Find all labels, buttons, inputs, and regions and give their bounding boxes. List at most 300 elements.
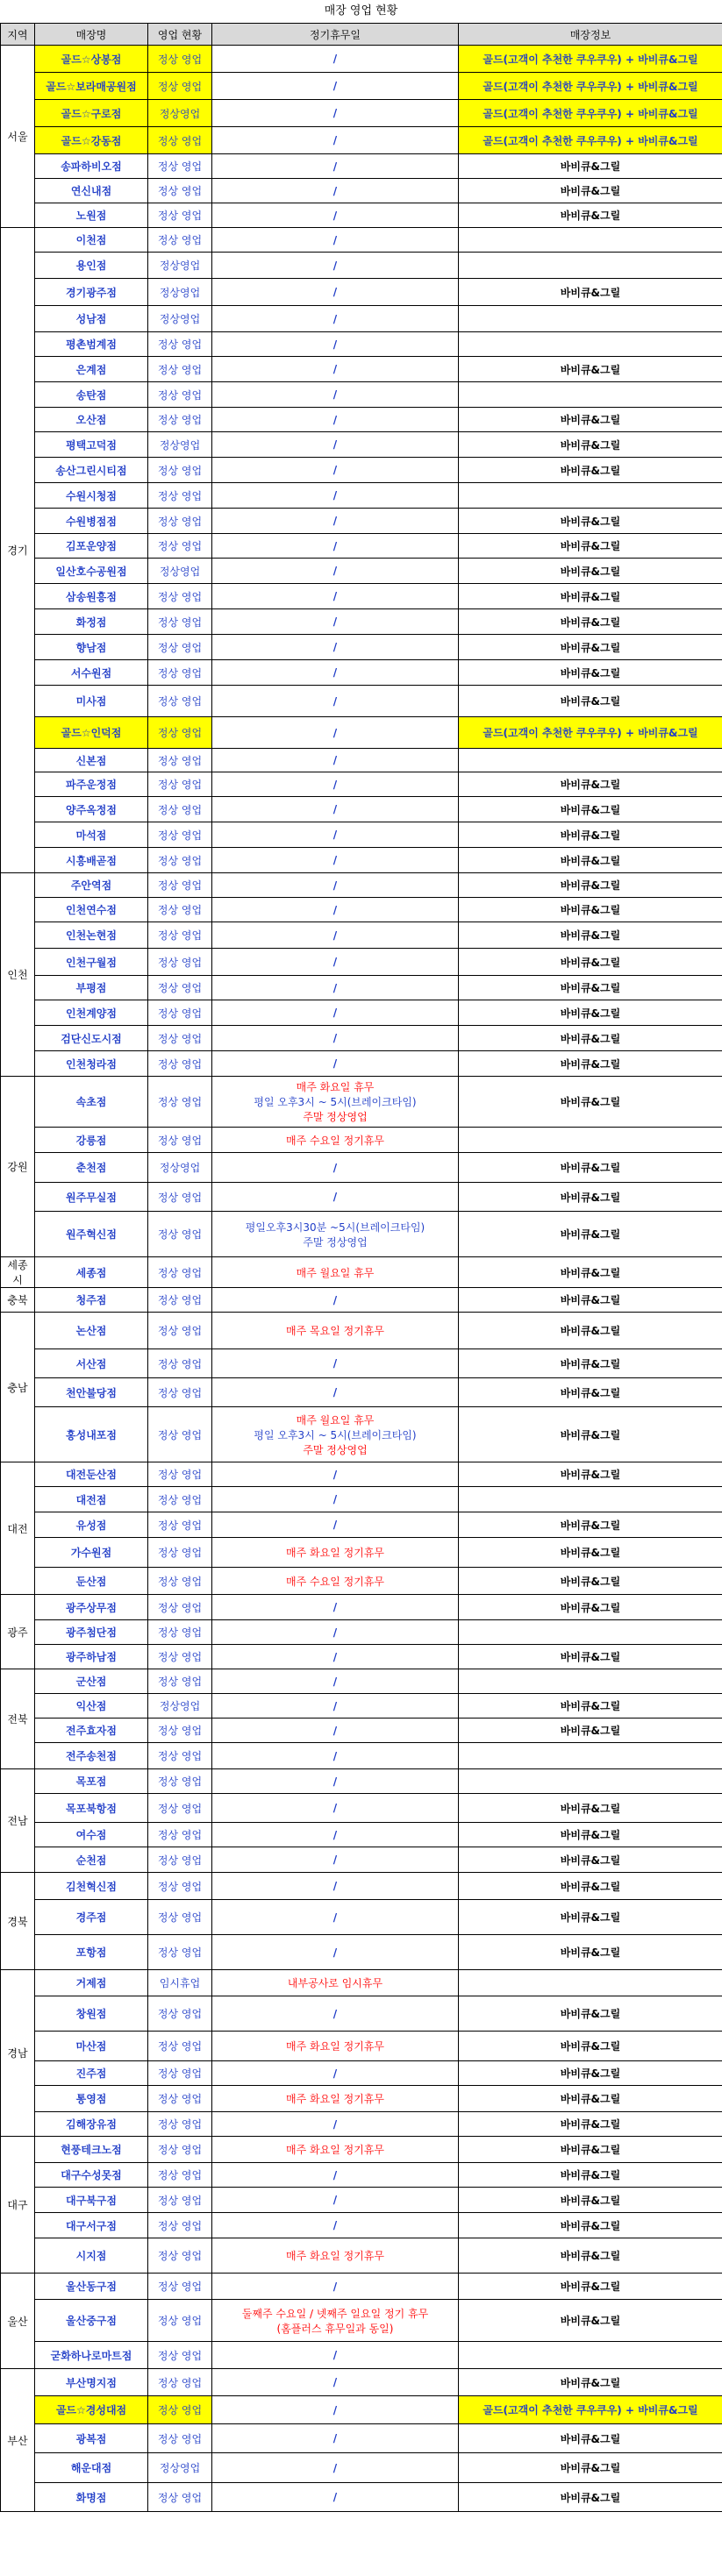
store-info: 바비큐&그릴 [459, 1349, 722, 1378]
table-row [1, 357, 722, 382]
store-info: 바비큐&그릴 [459, 873, 722, 898]
store-name: 골드☆보라매공원점 [35, 73, 148, 100]
store-holiday: / [212, 898, 459, 922]
table-row [1, 609, 722, 635]
store-status: 정상 영업 [148, 1462, 212, 1487]
store-info [459, 228, 722, 253]
store-status: 정상영업 [148, 1153, 212, 1183]
store-holiday [212, 2137, 459, 2163]
store-name: 골드☆강동점 [35, 127, 148, 154]
store-holiday: / [212, 1645, 459, 1669]
region-cell: 경기 [1, 228, 35, 873]
store-holiday: / [212, 1620, 459, 1645]
store-holiday: / [212, 2453, 459, 2483]
store-info: 골드(고객이 추천한 쿠우쿠우) + 바비큐&그릴 [459, 717, 722, 749]
store-status: 정상 영업 [148, 408, 212, 432]
store-name: 인천구월점 [35, 949, 148, 976]
table-row [1, 1935, 722, 1970]
store-info [459, 1769, 722, 1794]
store-status: 정상 영업 [148, 1873, 212, 1900]
store-info [459, 1743, 722, 1769]
table-row [1, 1487, 722, 1512]
table-row [1, 1313, 722, 1349]
store-name: 이천점 [35, 228, 148, 253]
table-row [1, 976, 722, 1000]
store-status: 정상 영업 [148, 1183, 212, 1212]
table-row [1, 382, 722, 408]
table-row [1, 1794, 722, 1823]
store-name: 마산점 [35, 2032, 148, 2061]
store-info: 바비큐&그릴 [459, 1719, 722, 1743]
store-info: 바비큐&그릴 [459, 635, 722, 660]
table-row [1, 154, 722, 179]
store-holiday: / [212, 332, 459, 357]
store-holiday [212, 1128, 459, 1153]
store-info: 바비큐&그릴 [459, 1645, 722, 1669]
table-row [1, 1128, 722, 1153]
store-holiday: / [212, 822, 459, 848]
table-row [1, 1000, 722, 1026]
store-name: 인천연수점 [35, 898, 148, 922]
store-status: 정상 영업 [148, 1769, 212, 1794]
store-holiday: / [212, 1183, 459, 1212]
store-info: 바비큐&그릴 [459, 2061, 722, 2086]
store-holiday: / [212, 660, 459, 686]
store-info: 바비큐&그릴 [459, 1568, 722, 1595]
region-cell: 경북 [1, 1873, 35, 1970]
store-info: 바비큐&그릴 [459, 2424, 722, 2453]
region-cell: 대구 [1, 2137, 35, 2274]
store-status: 정상 영업 [148, 922, 212, 949]
holiday-line: 매주 화요일 정기휴무 [286, 2250, 384, 2262]
store-name: 청주점 [35, 1288, 148, 1313]
store-status: 정상 영업 [148, 2137, 212, 2163]
store-name: 마석점 [35, 822, 148, 848]
store-status: 정상 영업 [148, 1847, 212, 1873]
store-name: 삼송원흥점 [35, 584, 148, 609]
store-info: 바비큐&그릴 [459, 1183, 722, 1212]
store-info: 바비큐&그릴 [459, 408, 722, 432]
table-row [1, 1538, 722, 1568]
holiday-line: 매주 월요일 휴무 [296, 1266, 375, 1279]
store-holiday: / [212, 1026, 459, 1051]
store-status: 정상영업 [148, 253, 212, 279]
store-info: 바비큐&그릴 [459, 1512, 722, 1538]
header-row [1, 24, 722, 46]
store-status: 정상 영업 [148, 203, 212, 228]
store-status: 정상 영업 [148, 660, 212, 686]
store-holiday: / [212, 1719, 459, 1743]
store-name: 평택고덕점 [35, 432, 148, 458]
store-name: 익산점 [35, 1694, 148, 1719]
store-name: 노원점 [35, 203, 148, 228]
store-info: 바비큐&그릴 [459, 1935, 722, 1970]
store-status: 정상 영업 [148, 1077, 212, 1128]
table-row [1, 228, 722, 253]
store-info: 바비큐&그릴 [459, 2032, 722, 2061]
store-info: 바비큐&그릴 [459, 1794, 722, 1823]
store-status: 정상 영업 [148, 1794, 212, 1823]
store-name: 주안역점 [35, 873, 148, 898]
store-name: 인천청라점 [35, 1051, 148, 1077]
table-row [1, 509, 722, 534]
store-holiday [212, 2300, 459, 2342]
store-info: 바비큐&그릴 [459, 1051, 722, 1077]
store-info: 바비큐&그릴 [459, 1996, 722, 2032]
store-info: 바비큐&그릴 [459, 584, 722, 609]
store-holiday: / [212, 382, 459, 408]
store-info: 바비큐&그릴 [459, 1000, 722, 1026]
store-status: 정상 영업 [148, 2300, 212, 2342]
table-row [1, 1719, 722, 1743]
store-name: 유성점 [35, 1512, 148, 1538]
store-status: 정상 영업 [148, 2274, 212, 2300]
store-holiday: / [212, 976, 459, 1000]
store-name: 속초점 [35, 1077, 148, 1128]
table-row [1, 1873, 722, 1900]
holiday-line: 매주 화요일 정기휴무 [286, 2093, 384, 2105]
store-name: 골드☆상봉점 [35, 46, 148, 73]
store-name: 광주상무점 [35, 1595, 148, 1620]
store-name: 목포북항점 [35, 1794, 148, 1823]
store-info: 바비큐&그릴 [459, 2112, 722, 2137]
holiday-line: 주말 정상영업 [303, 1443, 368, 1456]
store-holiday: / [212, 1378, 459, 1407]
store-name: 울산동구점 [35, 2274, 148, 2300]
store-info [459, 253, 722, 279]
store-info: 바비큐&그릴 [459, 432, 722, 458]
table-row [1, 1051, 722, 1077]
store-info: 바비큐&그릴 [459, 2369, 722, 2396]
store-holiday: / [212, 1349, 459, 1378]
region-cell: 경남 [1, 1970, 35, 2137]
store-name: 군산점 [35, 1669, 148, 1694]
store-name: 검단신도시점 [35, 1026, 148, 1051]
store-status: 정상영업 [148, 306, 212, 332]
store-info: 바비큐&그릴 [459, 203, 722, 228]
store-name: 춘천점 [35, 1153, 148, 1183]
store-holiday: / [212, 1153, 459, 1183]
store-status: 정상 영업 [148, 382, 212, 408]
holiday-line: 평일 오후3시 ~ 5시(브레이크타임) [254, 1096, 417, 1108]
store-status: 정상 영업 [148, 1996, 212, 2032]
store-status: 정상 영업 [148, 1743, 212, 1769]
store-holiday: / [212, 2342, 459, 2369]
store-name: 광복점 [35, 2424, 148, 2453]
table-row [1, 772, 722, 797]
store-info: 골드(고객이 추천한 쿠우쿠우) + 바비큐&그릴 [459, 73, 722, 100]
store-holiday [212, 1257, 459, 1288]
store-info: 바비큐&그릴 [459, 1313, 722, 1349]
store-info: 바비큐&그릴 [459, 1595, 722, 1620]
store-info: 바비큐&그릴 [459, 559, 722, 584]
store-holiday: / [212, 228, 459, 253]
table-row [1, 2453, 722, 2483]
store-status: 임시휴업 [148, 1970, 212, 1996]
store-holiday: / [212, 2163, 459, 2188]
store-name: 인천계양점 [35, 1000, 148, 1026]
store-holiday: / [212, 253, 459, 279]
store-name: 논산점 [35, 1313, 148, 1349]
store-name: 김천혁신점 [35, 1873, 148, 1900]
store-holiday: / [212, 772, 459, 797]
table-row [1, 660, 722, 686]
header-store-name: 매장명 [35, 24, 148, 46]
table-row [1, 73, 722, 100]
table-row [1, 2238, 722, 2274]
store-status: 정상 영업 [148, 1288, 212, 1313]
store-holiday: / [212, 2188, 459, 2213]
table-row [1, 1645, 722, 1669]
store-name: 현풍테크노점 [35, 2137, 148, 2163]
store-holiday: / [212, 1769, 459, 1794]
table-row [1, 408, 722, 432]
store-info: 바비큐&그릴 [459, 154, 722, 179]
store-holiday: / [212, 609, 459, 635]
table-row [1, 1847, 722, 1873]
table-row [1, 1568, 722, 1595]
store-info [459, 2342, 722, 2369]
holiday-line: 둘째주 수요일 / 넷째주 일요일 정기 휴무 [241, 2307, 429, 2320]
store-status: 정상 영업 [148, 228, 212, 253]
store-name: 홍성내포점 [35, 1407, 148, 1462]
store-holiday: / [212, 408, 459, 432]
store-name: 골드☆인덕점 [35, 717, 148, 749]
store-status: 정상 영업 [148, 1257, 212, 1288]
table-row [1, 1212, 722, 1257]
store-status: 정상 영업 [148, 822, 212, 848]
store-holiday [212, 2238, 459, 2274]
store-status: 정상영업 [148, 559, 212, 584]
store-status: 정상 영업 [148, 1823, 212, 1847]
store-status: 정상 영업 [148, 717, 212, 749]
region-cell: 충남 [1, 1313, 35, 1462]
store-info: 바비큐&그릴 [459, 179, 722, 203]
store-status: 정상 영업 [148, 154, 212, 179]
store-info: 바비큐&그릴 [459, 1823, 722, 1847]
store-status: 정상 영업 [148, 2112, 212, 2137]
holiday-line: 평일오후3시30분 ~5시(브레이크타임) [245, 1220, 425, 1234]
store-info [459, 332, 722, 357]
store-holiday: / [212, 2112, 459, 2137]
store-holiday: / [212, 46, 459, 73]
store-holiday: / [212, 154, 459, 179]
store-name: 오산점 [35, 408, 148, 432]
store-info: 바비큐&그릴 [459, 2238, 722, 2274]
table-row [1, 179, 722, 203]
header-status: 영업 현황 [148, 24, 212, 46]
table-row [1, 686, 722, 717]
store-holiday: / [212, 432, 459, 458]
store-name: 용인점 [35, 253, 148, 279]
store-name: 부평점 [35, 976, 148, 1000]
store-status: 정상영업 [148, 432, 212, 458]
store-name: 진주점 [35, 2061, 148, 2086]
holiday-line: 매주 목요일 정기휴무 [286, 1325, 384, 1337]
holiday-line: 주말 정상영업 [303, 1235, 368, 1249]
table-row [1, 432, 722, 458]
store-name: 연신내점 [35, 179, 148, 203]
store-info: 골드(고객이 추천한 쿠우쿠우) + 바비큐&그릴 [459, 127, 722, 154]
store-info: 바비큐&그릴 [459, 1407, 722, 1462]
store-name: 송산그린시티점 [35, 458, 148, 483]
store-holiday: / [212, 179, 459, 203]
store-holiday: / [212, 584, 459, 609]
store-info: 바비큐&그릴 [459, 2274, 722, 2300]
store-info: 골드(고객이 추천한 쿠우쿠우) + 바비큐&그릴 [459, 2396, 722, 2424]
store-holiday [212, 1212, 459, 1257]
table-row [1, 483, 722, 509]
store-info [459, 1128, 722, 1153]
store-info: 바비큐&그릴 [459, 1694, 722, 1719]
store-holiday: / [212, 1051, 459, 1077]
store-status: 정상 영업 [148, 2396, 212, 2424]
holiday-line: 매주 화요일 정기휴무 [286, 1547, 384, 1559]
store-info [459, 1620, 722, 1645]
store-holiday: / [212, 1873, 459, 1900]
store-status: 정상 영업 [148, 1645, 212, 1669]
store-holiday: / [212, 1288, 459, 1313]
store-holiday: / [212, 1743, 459, 1769]
header-store-info: 매장정보 [459, 24, 722, 46]
table-row [1, 1823, 722, 1847]
store-status: 정상 영업 [148, 332, 212, 357]
table-row [1, 127, 722, 154]
table-row [1, 559, 722, 584]
store-info: 바비큐&그릴 [459, 822, 722, 848]
store-status: 정상 영업 [148, 797, 212, 822]
store-status: 정상 영업 [148, 1026, 212, 1051]
table-row [1, 2274, 722, 2300]
store-holiday: / [212, 717, 459, 749]
store-info: 바비큐&그릴 [459, 1378, 722, 1407]
store-holiday: / [212, 873, 459, 898]
table-row [1, 46, 722, 73]
store-info: 바비큐&그릴 [459, 2483, 722, 2512]
table-row [1, 2213, 722, 2238]
store-holiday [212, 2032, 459, 2061]
store-status: 정상 영업 [148, 1669, 212, 1694]
store-status: 정상 영업 [148, 2424, 212, 2453]
store-name: 천안불당점 [35, 1378, 148, 1407]
store-holiday: / [212, 1000, 459, 1026]
store-holiday [212, 1077, 459, 1128]
table-row [1, 458, 722, 483]
header-region: 지역 [1, 24, 35, 46]
table-row [1, 203, 722, 228]
store-status: 정상 영업 [148, 2342, 212, 2369]
store-holiday: / [212, 1935, 459, 1970]
table-row [1, 1669, 722, 1694]
store-holiday: / [212, 127, 459, 154]
table-row [1, 898, 722, 922]
table-row [1, 2188, 722, 2213]
store-info: 바비큐&그릴 [459, 686, 722, 717]
store-holiday: / [212, 1794, 459, 1823]
store-status: 정상 영업 [148, 1538, 212, 1568]
table-row [1, 749, 722, 772]
store-name: 파주운정점 [35, 772, 148, 797]
store-status: 정상 영업 [148, 1595, 212, 1620]
store-info: 바비큐&그릴 [459, 279, 722, 306]
table-row [1, 922, 722, 949]
store-info: 바비큐&그릴 [459, 609, 722, 635]
store-name: 전주송천점 [35, 1743, 148, 1769]
store-name: 광주하남점 [35, 1645, 148, 1669]
holiday-line: 내부공사로 임시휴무 [287, 1977, 383, 1989]
store-info: 바비큐&그릴 [459, 2163, 722, 2188]
store-status: 정상 영업 [148, 2163, 212, 2188]
store-name: 강릉점 [35, 1128, 148, 1153]
store-status: 정상영업 [148, 1694, 212, 1719]
store-name: 김포운양점 [35, 534, 148, 559]
table-row [1, 848, 722, 873]
store-status: 정상 영업 [148, 1512, 212, 1538]
table-row [1, 1462, 722, 1487]
store-status: 정상 영업 [148, 2483, 212, 2512]
store-info [459, 1970, 722, 1996]
table-row [1, 306, 722, 332]
table-row [1, 1026, 722, 1051]
store-name: 향남점 [35, 635, 148, 660]
store-name: 울산중구점 [35, 2300, 148, 2342]
store-info: 바비큐&그릴 [459, 357, 722, 382]
store-name: 전주효자점 [35, 1719, 148, 1743]
table-row [1, 2032, 722, 2061]
store-status: 정상 영업 [148, 73, 212, 100]
store-info: 바비큐&그릴 [459, 2453, 722, 2483]
store-holiday: / [212, 635, 459, 660]
store-name: 서산점 [35, 1349, 148, 1378]
store-status: 정상 영업 [148, 1128, 212, 1153]
store-name: 포항점 [35, 1935, 148, 1970]
store-name: 양주옥정점 [35, 797, 148, 822]
store-name: 대구북구점 [35, 2188, 148, 2213]
store-name: 시지점 [35, 2238, 148, 2274]
store-name: 둔산점 [35, 1568, 148, 1595]
store-holiday: / [212, 306, 459, 332]
store-holiday [212, 1313, 459, 1349]
store-info: 바비큐&그릴 [459, 1900, 722, 1935]
store-holiday: / [212, 1900, 459, 1935]
store-name: 송탄점 [35, 382, 148, 408]
store-holiday: / [212, 2061, 459, 2086]
store-status: 정상 영업 [148, 1378, 212, 1407]
store-holiday: / [212, 749, 459, 772]
table-row [1, 797, 722, 822]
store-status: 정상 영업 [148, 1212, 212, 1257]
store-holiday [212, 2086, 459, 2112]
store-name: 원주무실점 [35, 1183, 148, 1212]
store-name: 골드☆구로점 [35, 100, 148, 127]
store-holiday: / [212, 1694, 459, 1719]
table-row [1, 2061, 722, 2086]
store-holiday: / [212, 509, 459, 534]
holiday-line: 매주 수요일 정기휴무 [286, 1134, 384, 1147]
store-status: 정상 영업 [148, 848, 212, 873]
table-row [1, 1595, 722, 1620]
store-info [459, 1487, 722, 1512]
region-cell: 서울 [1, 46, 35, 228]
store-name: 은계점 [35, 357, 148, 382]
store-name: 인천논현점 [35, 922, 148, 949]
store-status: 정상 영업 [148, 46, 212, 73]
store-name: 경기광주점 [35, 279, 148, 306]
store-info: 바비큐&그릴 [459, 1026, 722, 1051]
table-row [1, 534, 722, 559]
store-name: 신본점 [35, 749, 148, 772]
store-holiday: / [212, 483, 459, 509]
